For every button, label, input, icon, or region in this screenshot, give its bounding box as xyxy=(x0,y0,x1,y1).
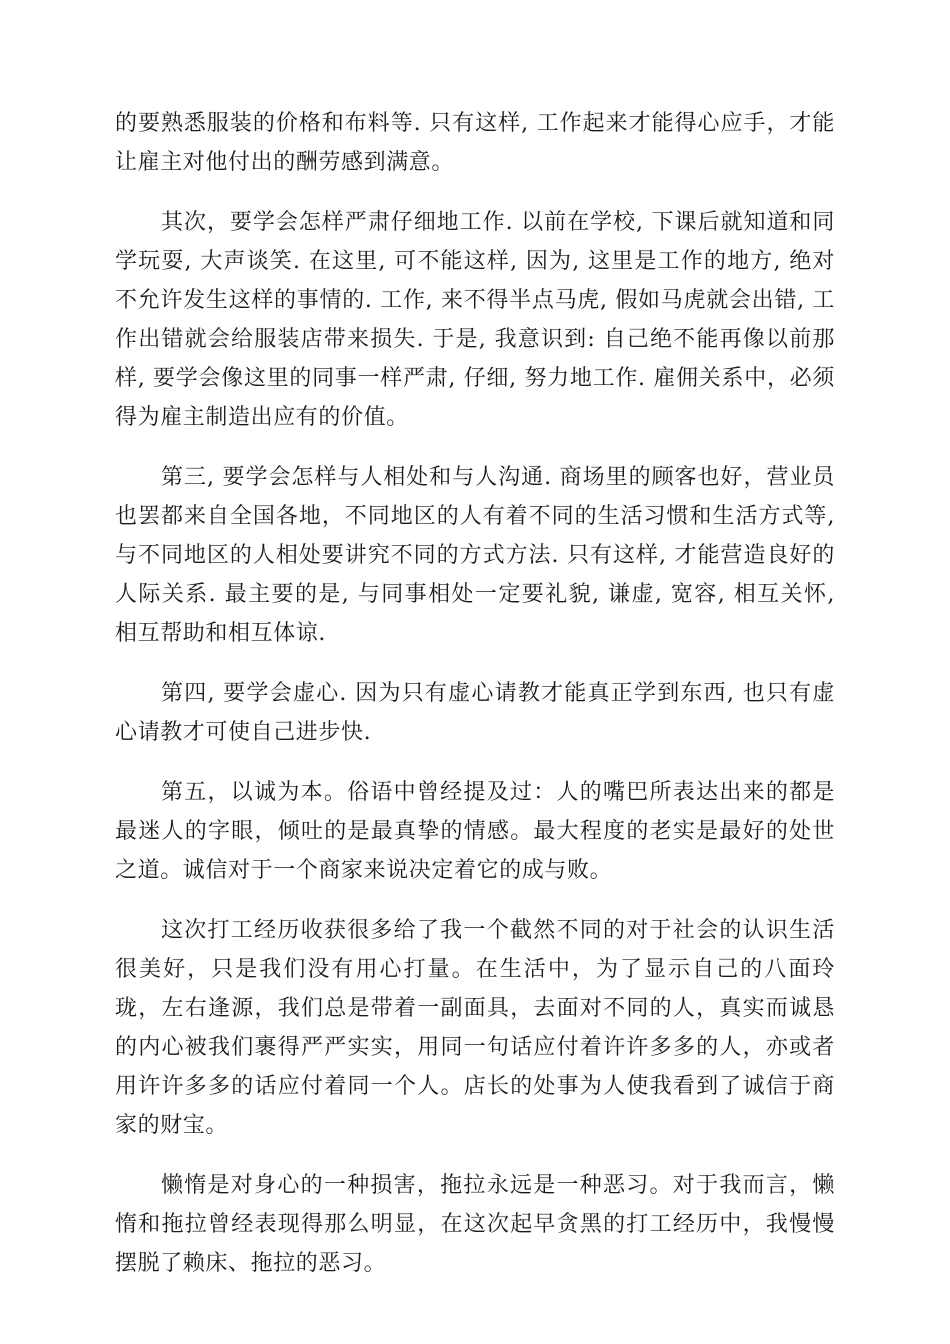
paragraph-5: 第五，以诚为本。俗语中曾经提及过：人的嘴巴所表达出来的都是最迷人的字眼，倾吐的是最真挚的情感。最大程度的老实是最好的处世之道。诚信对于一个商家来说决定着它的成与败。 xyxy=(115,780,835,883)
paragraph-6: 这次打工经历收获很多给了我一个截然不同的对于社会的认识生活很美好，只是我们没有用心打量。在生活中，为了显示自己的八面玲珑，左右逢源，我们总是带着一副面具，去面对不同的人，真实而诚恳的内心被我们裹得严严实实，用同一句话应付着许许多多的人，亦或者用许许多多的话应付着同一个人。店长的处事为人使我看到了诚信于商家的财宝。 xyxy=(115,918,835,1138)
paragraph-2: 其次，要学会怎样严肃仔细地工作. 以前在学校, 下课后就知道和同学玩耍, 大声谈笑. 在这里, 可不能这样, 因为, 这里是工作的地方, 绝对不允许发生这样的事情的. 工作, 来不得半点马虎, 假如马虎就会出错, 工作出错就会给服装店带来损失. 于是, 我意识到: 自己绝不能再像以前那样, 要学会像这里的同事一样严肃, 仔细, 努力地工作. 雇佣关系中，必须得为雇主制造出应有的价值。 xyxy=(115,210,835,430)
document-page xyxy=(115,104,835,1304)
paragraph-3: 第三, 要学会怎样与人相处和与人沟通. 商场里的顾客也好，营业员也罢都来自全国各地，不同地区的人有着不同的生活习惯和生活方式等, 与不同地区的人相处要讲究不同的方式方法. 只有这样, 才能营造良好的人际关系. 最主要的是, 与同事相处一定要礼貌, 谦虚, 宽容, 相互关怀, 相互帮助和相互体谅. xyxy=(115,465,835,646)
paragraph-1: 的要熟悉服装的价格和布料等. 只有这样, 工作起来才能得心应手，才能让雇主对他付出的酬劳感到满意。 xyxy=(115,111,835,175)
paragraph-4: 第四, 要学会虚心. 因为只有虚心请教才能真正学到东西, 也只有虚心请教才可使自己进步快. xyxy=(115,681,835,745)
paragraph-7: 懒惰是对身心的一种损害，拖拉永远是一种恶习。对于我而言，懒惰和拖拉曾经表现得那么明显，在这次起早贪黑的打工经历中，我慢慢摆脱了赖床、拖拉的恶习。 xyxy=(115,1173,835,1276)
